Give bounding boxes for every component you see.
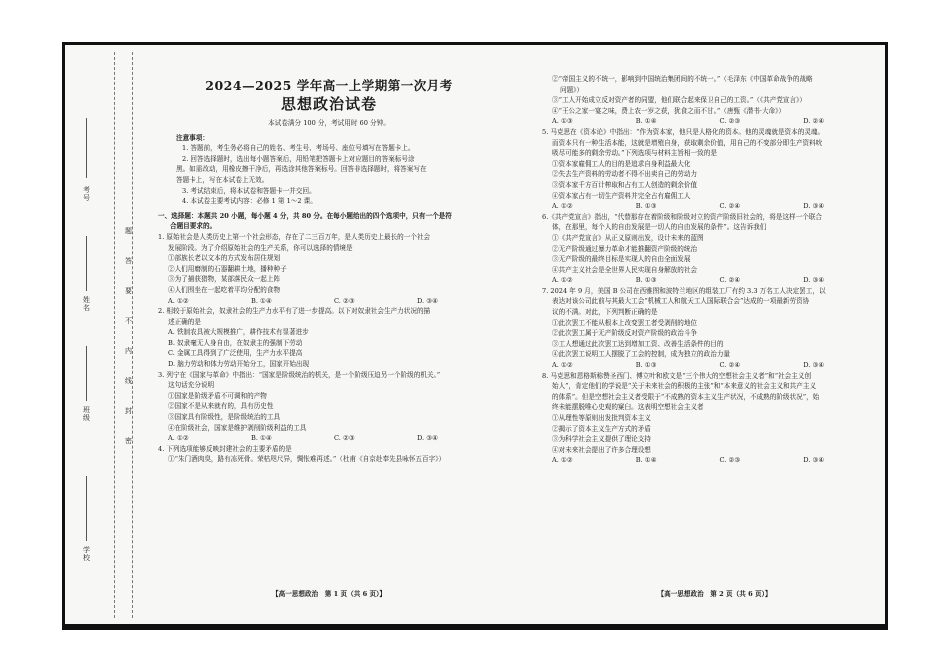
option: ①从理性等原则出发批判资本主义 — [552, 414, 651, 422]
question-7: 7. 2024 年 9 月，美国 B 公司在西雅图和波特兰地区的组装工厂有约 3.3 万名工人决定罢工，以 — [542, 286, 826, 295]
answer-choice: C. ②④ — [719, 361, 741, 370]
option: ②国家不是从来就有的，具有历史性 — [168, 402, 274, 411]
option: ②无产阶级通过暴力革命才能推翻资产阶级的统治 — [552, 244, 698, 253]
exam-meta: 本试卷满分 100 分，考试用时 60 分钟。 — [268, 119, 390, 127]
option: ②失去生产资料的劳动者不得不出卖自己的劳动力 — [552, 170, 698, 179]
note-line: 3. 考试结束后，将本试卷和答题卡一并交回。 — [182, 186, 316, 195]
option: ④人们围坐在一起吃着平均分配的食物 — [168, 285, 281, 294]
option: D. 脑力劳动和体力劳动开始分工，国家开始出现 — [168, 360, 310, 369]
question-2: 2. 相较于原始社会，奴隶社会的生产力水平有了进一步提高。以下对奴隶社会生产力状况的描 — [158, 307, 431, 316]
seal-char: 要 — [125, 287, 132, 295]
answer-choice: C. ②③ — [719, 456, 741, 465]
question-3-cont: 这句话充分说明 — [168, 381, 215, 390]
option: ④对未来社会提出了许多合理设想 — [552, 445, 651, 454]
section-heading-cont: 合题目要求的。 — [170, 222, 217, 231]
note-line: 黑。如需改动，用橡皮擦干净后，再选涂其他答案标号。回答非选择题时，将答案写在 — [176, 165, 427, 174]
answer-choices — [168, 433, 500, 444]
seal-char: 封 — [125, 407, 132, 415]
field-label-class: 班级 — [83, 406, 90, 422]
answer-choice: C. ②③ — [719, 117, 741, 126]
page-2-footer: 【高一思想政治 第 2 页（共 6 页）】 — [657, 590, 772, 598]
option: ①国家是阶级矛盾不可调和的产物 — [168, 391, 267, 400]
scan-border-top — [62, 42, 888, 45]
question-8-cont: 的体系”。但是空想社会主义者受限于“不成熟的资本主义生产状况，不成熟的阶级状况”，始 — [552, 392, 820, 401]
answer-choices — [552, 275, 887, 286]
note-line: 2. 回答选择题时，选出每小题答案后，用铅笔把答题卡上对应题目的答案标号涂 — [182, 154, 415, 163]
answer-choice: A. ①② — [552, 276, 573, 285]
answer-choice: C. ②③ — [334, 296, 355, 305]
option: ①《共产党宣言》从正义原则出发，设计未来的蓝图 — [552, 233, 704, 242]
option: ③国家具有阶级性，是阶级统治的工具 — [168, 413, 281, 422]
question-4: 4. 下列选项能够反映封建社会的主要矛盾的是 — [158, 444, 292, 453]
answer-choice: D. ③④ — [417, 434, 439, 443]
answer-choice: A. ①③ — [552, 117, 573, 126]
page-1-footer: 【高一思想政治 第 1 页（共 6 页）】 — [272, 590, 386, 598]
option: ②人们用磨制的石器翻耕土地，播种种子 — [168, 264, 287, 273]
answer-choices — [168, 296, 500, 307]
answer-choice: D. ③④ — [803, 276, 825, 285]
option: ②揭示了资本主义生产方式的矛盾 — [552, 424, 651, 433]
answer-choice: C. ②④ — [719, 276, 741, 285]
field-label-school: 学校 — [83, 546, 90, 562]
question-7-cont: 议的不满。对此，下列判断正确的是 — [552, 308, 658, 317]
field-line-exam-no — [86, 118, 87, 178]
scanned-exam-sheet — [62, 42, 888, 630]
option: A. 铁制农具被大规模推广，耕作技术有显著进步 — [168, 328, 309, 337]
seal-char: 内 — [125, 347, 132, 355]
answer-choices — [552, 360, 887, 371]
seal-line — [114, 52, 115, 618]
option: ①部族长老以文本的方式发布居住规划 — [168, 254, 281, 263]
answer-choice: C. ②③ — [334, 434, 355, 443]
exam-page-1 — [158, 74, 500, 465]
option: ③工人想通过此次罢工达到增加工资、改善生活条件的目的 — [552, 339, 724, 348]
answer-choice: B. ①④ — [251, 434, 272, 443]
option-cont: 问题》） — [560, 85, 584, 94]
option: ①“朱门酒肉臭，路有冻死骨。荣枯咫尺异，惆怅难再述。”（杜甫《自京赴奉先县咏怀五百字》） — [168, 455, 446, 464]
field-label-exam-no: 考号 — [83, 186, 90, 202]
note-line: 答题卡上，写在本试卷上无效。 — [176, 175, 269, 184]
seal-char: 不 — [125, 317, 132, 325]
option: ④资本家占有一切生产资料并完全占有雇佣工人 — [552, 191, 691, 200]
answer-choice: B. ①③ — [635, 202, 657, 211]
answer-choice: D. ②④ — [803, 117, 825, 126]
question-5-cont: 而资本只有一种生活本能，这就是增殖自身，获取剩余价值，用自己的不变部分即生产资料吮 — [552, 138, 823, 147]
option: ③为了捕获猎物，某部落民众一起上阵 — [168, 275, 281, 284]
exam-page-2 — [542, 74, 887, 466]
seal-char: 线 — [125, 377, 132, 385]
question-7-cont: 表达对该公司此前与其最大工会“机械工人和航天工人国际联合会”达成的一项最新劳资协 — [552, 297, 810, 306]
question-5-cont: 吸尽可能多的剩余劳动。”下列选项与材料主旨相一致的是 — [552, 149, 717, 158]
option: ④“王公之家一宴之味，费上农一岁之获，犹食之而不甘。”（唐甄《潜书·大命》） — [552, 106, 786, 115]
option: ④共产主义社会是全世界人民实现自身解放的社会 — [552, 265, 698, 274]
option: ④在阶级社会，国家是维护剥削阶级利益的工具 — [168, 423, 307, 432]
answer-choice: A. ①② — [168, 296, 189, 305]
question-8: 8. 马克思和恩格斯称赞圣西门、傅立叶和欧文是“三个伟大的空想社会主义者”和“社会主义创 — [542, 371, 812, 380]
scan-border-bottom — [62, 624, 888, 630]
notes-title: 注意事项： — [176, 133, 209, 142]
answer-choices — [552, 116, 887, 127]
answer-choice: A. ①② — [552, 456, 573, 465]
answer-choice: D. ③④ — [417, 296, 439, 305]
question-8-cont: 终未能摆脱唯心史观的窠臼。这表明空想社会主义者 — [552, 403, 704, 412]
option: ③无产阶级的最终目标是实现人的自由全面发展 — [552, 255, 691, 264]
answer-choice: B. ①③ — [635, 361, 657, 370]
answer-choices — [552, 455, 887, 466]
question-6-cont: 体，在那里，每个人的自由发展是一切人的自由发展的条件”。这告诉我们 — [552, 223, 767, 232]
answer-choice: A. ①② — [552, 202, 573, 211]
answer-choice: D. ③④ — [803, 361, 825, 370]
option: ①资本家雇佣工人的目的是追求自身利益最大化 — [552, 159, 691, 168]
note-line: 1. 答题前，考生务必将自己的姓名、考生号、考场号、座位号填写在答题卡上。 — [182, 144, 415, 153]
answer-choice: B. ①④ — [251, 296, 272, 305]
exam-title: 2024—2025 学年高一上学期第一次月考 — [205, 78, 453, 93]
answer-choices — [552, 201, 887, 212]
answer-choice: A. ①② — [168, 434, 189, 443]
field-line-class — [86, 346, 87, 401]
answer-choice: D. ③④ — [803, 456, 825, 465]
answer-choice: B. ①③ — [635, 276, 657, 285]
question-1: 1. 原始社会是人类历史上第一个社会形态，存在了二三百万年，是人类历史上最长的一个社会 — [158, 232, 431, 241]
seal-char: 答 — [125, 257, 132, 265]
option: ④此次罢工说明工人摆脱了工会的控制，成为独立的政治力量 — [552, 350, 731, 359]
option: ①此次罢工不能从根本上改变罢工者受剥削的地位 — [552, 318, 698, 327]
answer-choice: B. ①④ — [635, 117, 657, 126]
question-8-cont: 始人”，肯定他们的学说是“关于未来社会的积极的主张”和“本来意义的社会主义和共产主义 — [552, 382, 817, 391]
option: ③为科学社会主义提供了理论支持 — [552, 435, 651, 444]
binding-margin — [66, 46, 148, 624]
answer-choice: D. ③④ — [803, 202, 825, 211]
question-6: 6.《共产党宣言》指出，“代替那存在着阶级和阶级对立的资产阶级旧社会的，将是这样一个联合 — [542, 212, 823, 221]
question-1-cont: 发展阶段。为了介绍原始社会的生产关系，你可以选择的情境是 — [168, 243, 353, 252]
option: ③资本家千方百计榨取和占有工人创造的剩余价值 — [552, 180, 698, 189]
seal-char: 密 — [125, 437, 132, 445]
option: ②“帝国主义的不统一，影响到中国统治集团间的不统一。”（毛泽东《中国革命战争的战略 — [552, 75, 813, 83]
field-label-name: 姓名 — [83, 296, 90, 312]
exam-subtitle: 思想政治试卷 — [280, 95, 377, 113]
answer-choice: C. ②④ — [719, 202, 741, 211]
option: ③“工人开始成立反对资产者的同盟，他们联合起来保卫自己的工资。”（《共产党宣言》） — [552, 96, 806, 105]
question-2-cont: 述正确的是 — [168, 317, 201, 326]
note-line: 4. 本试卷主要考试内容：必修 1 第 1～2 课。 — [182, 197, 317, 206]
seal-char: 题 — [125, 227, 132, 235]
answer-choice: B. ①④ — [635, 456, 657, 465]
option: C. 金属工具得到了广泛使用，生产力水平提高 — [168, 349, 303, 358]
answer-choice: A. ①② — [552, 361, 573, 370]
field-line-school — [86, 476, 87, 541]
field-line-name — [86, 236, 87, 291]
option: B. 奴隶毫无人身自由，在奴隶主的强制下劳动 — [168, 338, 303, 347]
section-heading: 一、选择题：本题共 20 小题，每小题 4 分，共 80 分。在每小题给出的四个选项中，只有一个是符 — [158, 211, 452, 220]
scan-border-left — [62, 42, 65, 630]
question-3: 3. 列宁在《国家与革命》中指出：“国家是阶级统治的机关，是一个阶级压迫另一个阶级的机关。” — [158, 370, 441, 379]
option: ②此次罢工属于无产阶级反对资产阶级的政治斗争 — [552, 329, 698, 338]
question-5: 5. 马克思在《资本论》中指出：“作为资本家，他只是人格化的资本。他的灵魂就是资本的灵魂。 — [542, 127, 825, 136]
seal-line-inner — [132, 52, 133, 618]
